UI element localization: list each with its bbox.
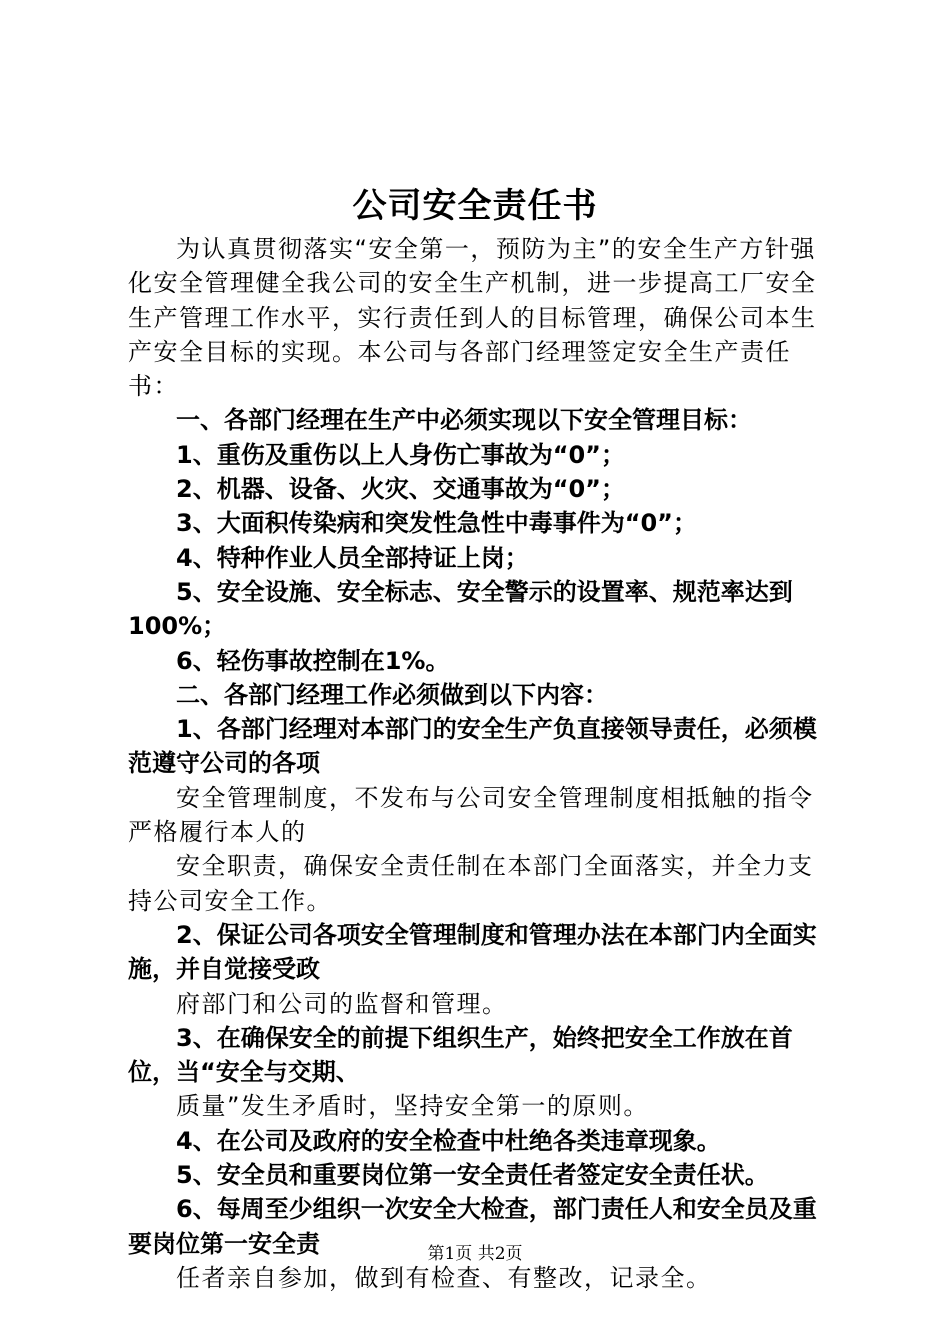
- duty-item-4: 4、在公司及政府的安全检查中杜绝各类违章现象。: [176, 1126, 721, 1155]
- duty-item-3: 3、在确保安全的前提下组织生产，始终把安全工作放在首位，当“安全与交期、: [128, 1023, 793, 1087]
- page-footer: [0, 1243, 950, 1265]
- target-item-3: 3、大面积传染病和突发性急性中毒事件为“0”；: [176, 509, 697, 538]
- section-heading-duties: 二、各部门经理工作必须做到以下内容：: [176, 680, 608, 709]
- target-item-2: 2、机器、设备、火灾、交通事故为“0”；: [176, 475, 625, 504]
- document-body: [128, 232, 833, 1295]
- duty-item-2: 2、保证公司各项安全管理制度和管理办法在本部门内全面实施，并自觉接受政: [128, 920, 817, 984]
- document-title: 公司安全责任书: [352, 186, 598, 226]
- target-item-6: 6、轻伤事故控制在1%。: [176, 646, 450, 675]
- duty-item-6: 6、每周至少组织一次安全大检查，部门责任人和安全员及重要岗位第一安全责: [128, 1195, 817, 1258]
- duty-item-3-cont: 质量”发生矛盾时，坚持安全第一的原则。: [176, 1092, 649, 1121]
- duty-item-1-cont-b: 安全职责，确保安全责任制在本部门全面落实，并全力支持公司安全工作。: [128, 852, 814, 915]
- duty-item-1-cont-a: 安全管理制度，不发布与公司安全管理制度相抵触的指令严格履行本人的: [128, 783, 814, 847]
- duty-item-1: 1、各部门经理对本部门的安全生产负直接领导责任，必须模范遵守公司的各项: [128, 715, 817, 778]
- duty-item-2-cont: 府部门和公司的监督和管理。: [176, 989, 508, 1018]
- page-number: 第1页 共2页: [427, 1244, 523, 1264]
- target-item-4: 4、特种作业人员全部持证上岗；: [176, 543, 529, 572]
- intro-paragraph: 为认真贯彻落实“安全第一，预防为主”的安全生产方针强化安全管理健全我公司的安全生产机制，进一步提高工厂安全生产管理工作水平，实行责任到人的目标管理，确保公司本生产安全目标的实现。本公司与各部门经理签定安全生产责任书：: [128, 235, 817, 401]
- duty-item-6-cont: 任者亲自参加，做到有检查、有整改，记录全。: [176, 1263, 712, 1292]
- target-item-5: 5、安全设施、安全标志、安全警示的设置率、规范率达到100%；: [128, 577, 793, 641]
- target-item-1: 1、重伤及重伤以上人身伤亡事故为“0”；: [176, 440, 625, 469]
- duty-item-5: 5、安全员和重要岗位第一安全责任者签定安全责任状。: [176, 1161, 769, 1190]
- section-heading-targets: 一、各部门经理在生产中必须实现以下安全管理目标：: [176, 406, 752, 435]
